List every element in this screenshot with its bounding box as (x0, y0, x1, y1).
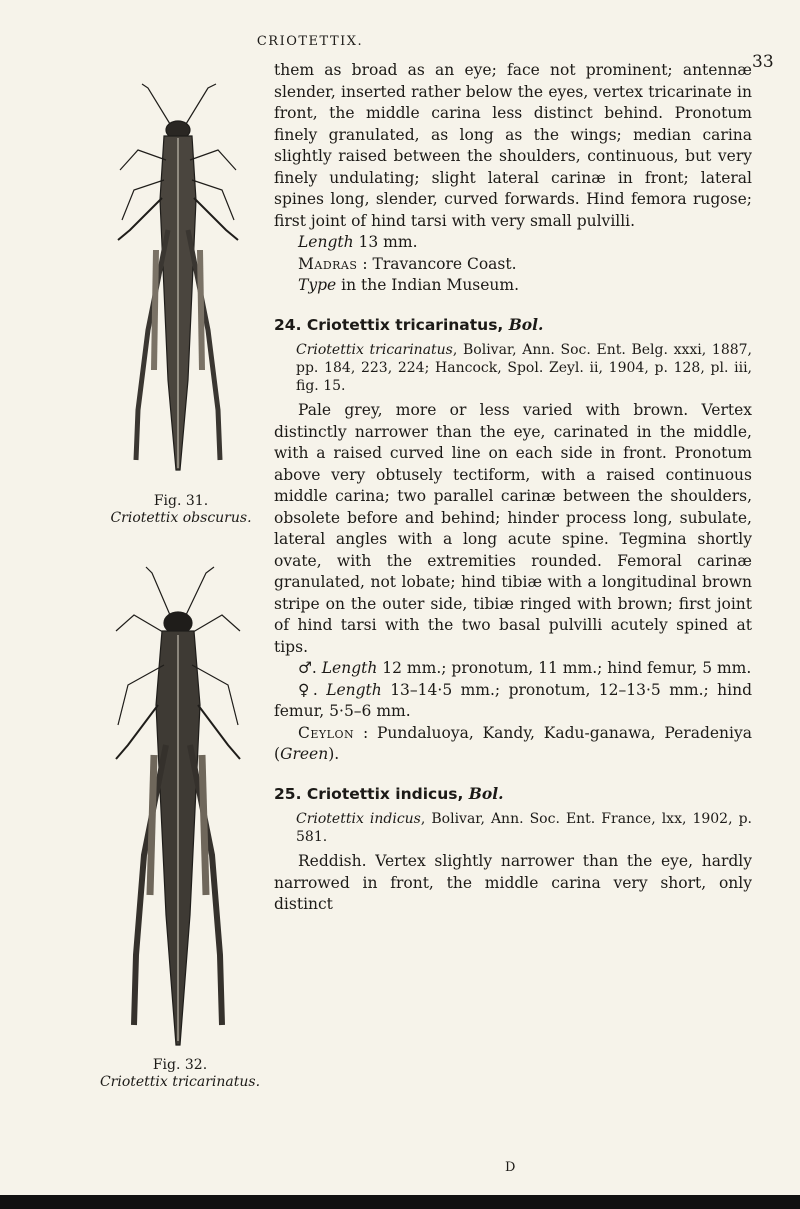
male-measurements: 12 mm.; pronotum, 11 mm.; hind femur, 5 mm. (377, 659, 752, 677)
species-24-locality-label: Ceylon (298, 723, 355, 742)
length-value: 13 mm. (353, 233, 418, 251)
page-number: 33 (752, 52, 774, 72)
locality-value: : Travancore Coast. (357, 254, 517, 273)
species-24-locality-close: ). (328, 745, 340, 763)
species-25-citation-text: , Bolivar, Ann. Soc. Ent. France, lxx, 1902, p. 581. (296, 811, 752, 845)
type-label: Type (298, 276, 337, 294)
species-25-citation (274, 810, 752, 846)
female-length-label: Length (326, 680, 382, 699)
species-25-citation-name: Criotettix indicus (296, 811, 421, 827)
male-sign: ♂ (298, 659, 312, 677)
figure-32-caption (92, 1057, 268, 1091)
continuation-length (274, 232, 752, 254)
species-24-citation-text: , Bolivar, Ann. Soc. Ent. Belg. xxxi, 1887, pp. 184, 223, 224; Hancock, Spol. Zeyl. ii, 1904, p. 128, pl. iii, fig. 15. (296, 342, 752, 394)
signature-mark: D (505, 1160, 516, 1175)
criotettix-obscurus-drawing (108, 80, 248, 488)
figure-31-illustration (108, 80, 248, 488)
criotettix-tricarinatus-drawing (108, 555, 248, 1060)
species-25-title: 25. Criotettix indicus, (274, 784, 464, 803)
species-25-description: Reddish. Vertex slightly narrower than the eye, hardly narrowed in front, the middle carina very short, only distinct (274, 852, 752, 913)
species-24-male: ♂. Length 12 mm.; pronotum, 11 mm.; hind femur, 5 mm. (298, 659, 752, 677)
figure-32-illustration (108, 555, 248, 1060)
figure-31-number: Fig. 31. (153, 493, 209, 509)
continuation-type (274, 275, 752, 297)
species-25-author: Bol. (463, 783, 504, 803)
species-24-collector: Green (280, 745, 329, 763)
running-head: CRIOTETTIX. (256, 34, 364, 49)
figure-31-caption (96, 493, 266, 527)
figure-31-species: Criotettix obscurus. (110, 510, 252, 526)
type-value: in the Indian Museum. (336, 276, 520, 294)
species-25-heading (274, 783, 752, 806)
figure-32-species: Criotettix tricarinatus. (99, 1074, 261, 1090)
species-24-citation (274, 341, 752, 395)
species-24-citation-name: Criotettix tricarinatus (296, 342, 453, 358)
species-24-description: Pale grey, more or less varied with brown. Vertex distinctly narrower than the eye, carinated in the middle, with a raised curved line on each side in front. Pronotum above very obtusely tectiform, with a raised continuous middle carina; two parallel carinæ between the shoulders, obsolete before and behind; hinder process long, subulate, lateral angles with a long acute spine. Tegmina shortly ovate, with the extremities rounded. Femoral carinæ granulated, not lobate; hind tibiæ with a longitudinal brown stripe on the outer side, tibiæ ringed with brown; first joint of hind tarsi with the two basal pulvilli acutely spined at tips. (274, 401, 752, 656)
length-label: Length (298, 233, 354, 251)
species-24-locality (274, 723, 752, 766)
species-24-female: ♀. Length 13–14·5 mm.; pronotum, 12–13·5 mm.; hind femur, 5·5–6 mm. (274, 680, 753, 720)
male-length-label: Length (321, 659, 378, 677)
continuation-description: them as broad as an eye; face not prominent; antennæ slender, inserted rather below the eyes, vertex tricarinate in front, the middle carina less distinct behind. Pronotum finely granulated, as long as the wings; median carina slightly raised between the shoulders, continuous, but very finely undulating; slight lateral carinæ in front; lateral spines long, slender, curved forwards. Hind femora rugose; first joint of hind tarsi with very small pulvilli. (274, 61, 752, 230)
text-column (274, 60, 752, 916)
locality-label: Madras (298, 254, 358, 273)
female-sign: ♀ (298, 680, 313, 699)
female-measurements: 13–14·5 mm.; pronotum, 12–13·5 mm.; hind femur, 5·5–6 mm. (274, 680, 753, 720)
species-24-title: 24. Criotettix tricarinatus, (274, 315, 504, 334)
species-24-locality-text: : Pundaluoya, Kandy, Kadu-ganawa, Peradeniya ( (274, 723, 752, 763)
figure-32-number: Fig. 32. (152, 1057, 208, 1073)
continuation-locality (274, 254, 752, 276)
species-24-heading (274, 314, 752, 337)
page-bottom-edge (0, 1192, 800, 1209)
species-24-author: Bol. (503, 314, 544, 334)
